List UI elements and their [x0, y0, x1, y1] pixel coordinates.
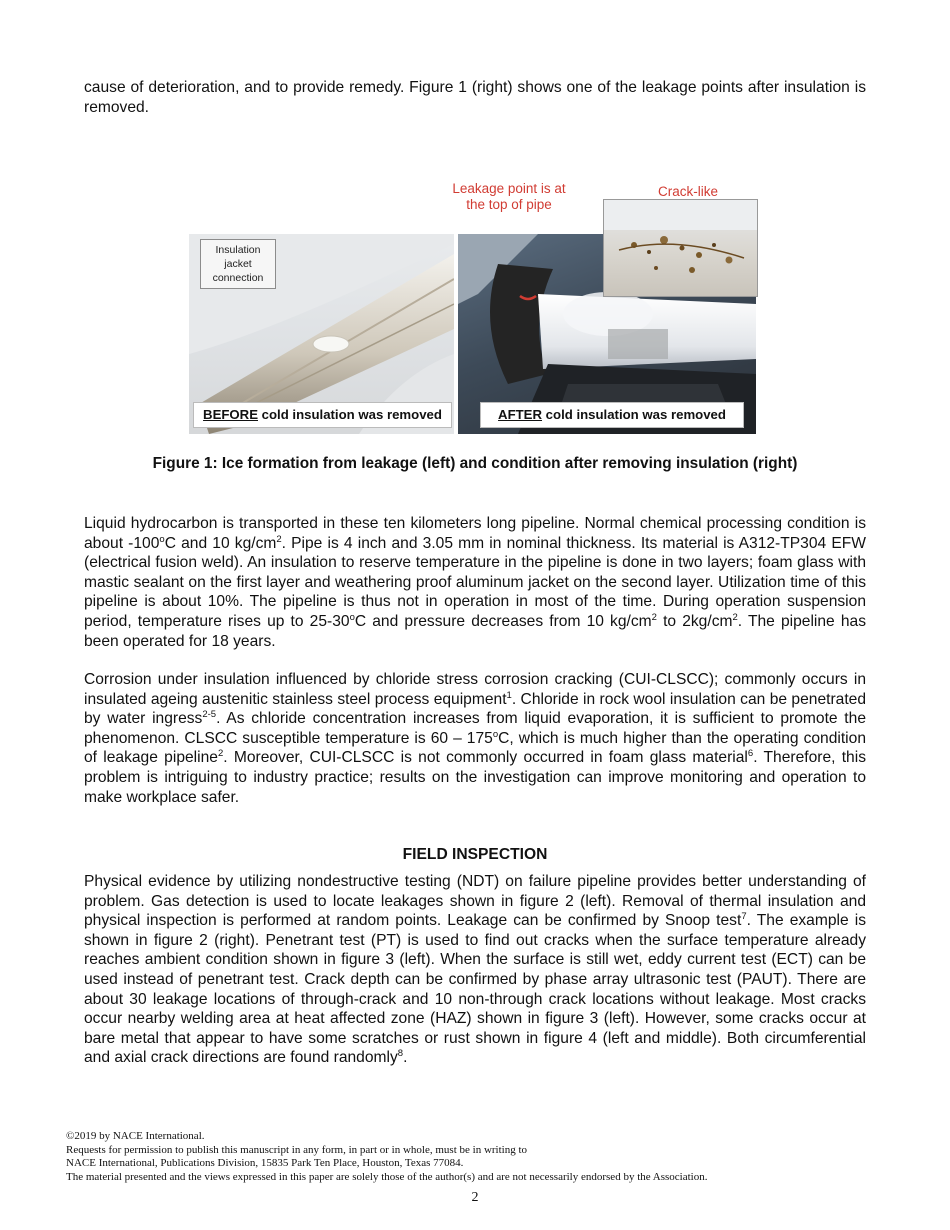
- before-banner-key: BEFORE: [203, 407, 258, 422]
- footer-line: Requests for permission to publish this manuscript in any form, in part or in whole, must be in writing to: [66, 1143, 528, 1156]
- insulation-jacket-callout: Insulation jacket connection: [200, 239, 276, 289]
- p2-text: C, which is much higher than the operating condition of leakage pipeline: [84, 729, 866, 767]
- p1-text: C and pressure decreases from 10 kg/cm: [354, 612, 652, 630]
- p2-text: . As chloride concentration increases from liquid evaporation, it is sufficient to promote the phenomenon. CLSCC susceptible temperature is 60 – 175: [84, 710, 866, 747]
- before-banner: [193, 402, 452, 428]
- crack-like-label: Crack-like: [657, 184, 718, 199]
- p2-sup: 2: [217, 748, 224, 760]
- p3-sup: 7: [741, 911, 747, 922]
- p3-text: Physical evidence by utilizing nondestructive testing (NDT) on failure pipeline provides better understanding of problem. Gas detection is used to locate leakages shown in figure 2 (left). Removal of thermal insulation and physical inspection is performed at random points. Leakage can be confirmed by Snoop test: [84, 873, 866, 930]
- p2-text: . Moreover, CUI-CLSCC is not commonly occurred in foam glass material: [223, 749, 748, 767]
- paragraph-pipeline-conditions: [84, 514, 866, 651]
- figure-caption: Figure 1: Ice formation from leakage (left) and condition after removing insulation (right): [152, 455, 798, 472]
- p2-text: Corrosion under insulation influenced by chloride stress corrosion cracking (CUI-CLSCC); commonly occurs in insulated ageing austenitic stainless steel process equipment: [84, 671, 866, 708]
- paragraph-cui-clscc: [84, 670, 866, 807]
- footer-line: The material presented and the views expressed in this paper are solely those of the author(s) and are not necessarily endorsed by the Association.: [66, 1170, 708, 1183]
- after-banner-text: cold insulation was removed: [542, 407, 726, 422]
- leakage-point-label: Leakage point is at the top of pipe: [452, 181, 566, 212]
- p1-text: . Pipe is 4 inch and 3.05 mm in nominal thickness. Its material is A312-TP304 EFW (electrical fusion weld). An insulation to reserve temperature in the pipeline is done in two layers; foam glass with mastic sealant on the first layer and weathering proof aluminum jacket on the second layer. Utilization time of this pipeline is about 10%. The pipeline is thus not in operation in most of the time. During operation suspension period, temperature rises up to 25-30: [84, 534, 866, 630]
- p3-sup: 8: [397, 1048, 404, 1060]
- p1-sup: 2: [651, 611, 657, 623]
- p1-text: . The pipeline has been operated for 18 years.: [84, 612, 866, 650]
- page-number: 2: [471, 1190, 479, 1205]
- p1-sup: o: [349, 611, 355, 623]
- p2-sup: 2-5: [202, 709, 217, 720]
- footer-line: NACE International, Publications Division, 15835 Park Ten Place, Houston, Texas 77084.: [66, 1157, 464, 1169]
- p3-text: .: [403, 1049, 408, 1067]
- copyright-footer: [66, 1130, 707, 1184]
- p2-text: . Chloride in rock wool insulation can be penetrated by water ingress: [84, 690, 866, 728]
- p2-sup: 1: [506, 689, 512, 701]
- intro-paragraph: cause of deterioration, and to provide remedy. Figure 1 (right) shows one of the leakage points after insulation is removed.: [84, 79, 866, 116]
- p2-sup: o: [492, 728, 499, 740]
- p2-sup: 6: [747, 748, 754, 760]
- p1-sup: 2: [732, 611, 738, 623]
- crack-texture: [604, 200, 757, 296]
- footer-line: ©2019 by NACE International.: [66, 1130, 205, 1142]
- p1-sup: 2: [276, 533, 282, 545]
- before-banner-text: cold insulation was removed: [258, 407, 442, 422]
- p1-text: C and 10 kg/cm: [164, 534, 277, 552]
- after-banner-key: AFTER: [498, 407, 543, 422]
- section-heading: FIELD INSPECTION: [402, 846, 548, 863]
- p1-text: to 2kg/cm: [656, 612, 733, 630]
- paragraph-field-inspection: [84, 872, 866, 1068]
- after-banner: [480, 402, 744, 428]
- p2-text: . Therefore, this problem is intriguing to industry practice; results on the investigation can improve monitoring and operation to make workplace safer.: [84, 749, 866, 806]
- p1-sup: o: [159, 533, 165, 545]
- p1-text: Liquid hydrocarbon is transported in these ten kilometers long pipeline. Normal chemical processing condition is about -100: [84, 515, 866, 552]
- crack-inset-photo: [603, 199, 758, 297]
- p3-text: . The example is shown in figure 2 (right). Penetrant test (PT) is used to find out cracks when the surface temperature already reaches ambient condition shown in figure 3 (left). When the surface is still wet, eddy current test (ECT) can be used instead of penetrant test. Crack depth can be confirmed by phase array ultrasonic test (PAUT). There are about 30 leakage locations of through-crack and 10 non-through crack locations without leakage. Most cracks occur nearby welding area at heat affected zone (HAZ) shown in figure 3 (left). However, some cracks occur at bare metal that appear to have some scratches or rust shown in figure 4 (left and middle). Both circumferential and axial crack directions are found randomly: [84, 912, 866, 1067]
